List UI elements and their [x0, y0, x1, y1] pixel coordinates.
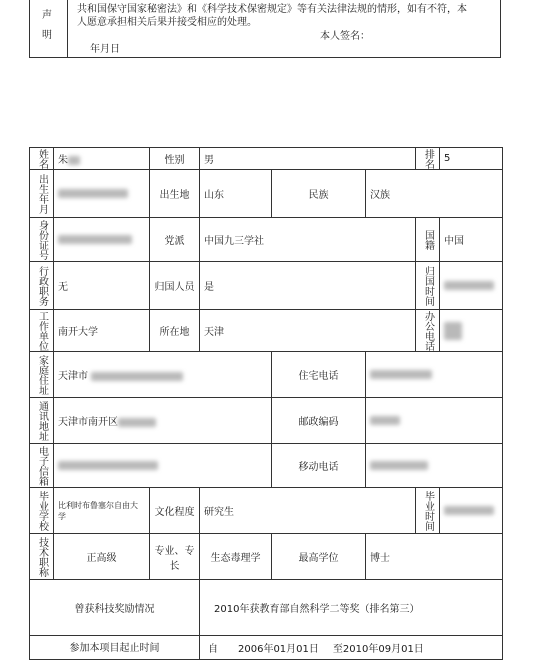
email-label: 电子信箱	[30, 444, 54, 488]
awards-label: 曾获科技奖励情况	[30, 580, 200, 636]
mobile-value	[366, 444, 503, 488]
redacted-mail-address	[118, 418, 156, 427]
period-from: 2006年01月01日	[238, 644, 319, 655]
specialty-value: 生态毒理学	[200, 534, 272, 580]
row-name	[30, 148, 503, 170]
row-id	[30, 218, 503, 262]
party-label: 党派	[150, 218, 200, 262]
office-phone-value	[440, 310, 503, 352]
row-awards	[30, 580, 503, 636]
declaration-label-top: 声	[42, 10, 52, 21]
admin-value: 无	[54, 262, 150, 310]
row-mail-address	[30, 398, 503, 444]
name-label: 姓名	[30, 148, 54, 170]
admin-label: 行政职务	[30, 262, 54, 310]
declaration-label-cell	[30, 0, 68, 57]
signature-label: 本人签名：	[320, 31, 370, 42]
gender-value: 男	[200, 148, 416, 170]
redacted-return-time	[444, 281, 494, 290]
home-addr-value: 天津市	[54, 352, 272, 398]
declaration-line-1: 共和国保守国家秘密法》和《科学技术保密规定》等有关法律法规的情形，如有不符，本	[77, 4, 467, 15]
grad-time-value	[440, 488, 503, 534]
birthplace-value: 山东	[200, 170, 272, 218]
period-from-label: 自	[208, 644, 218, 655]
redacted-office-phone	[444, 322, 462, 340]
email-value	[54, 444, 272, 488]
grad-time-label: 毕业时间	[416, 488, 440, 534]
gender-label: 性别	[150, 148, 200, 170]
row-title	[30, 534, 503, 580]
nationality-value: 中国	[440, 218, 503, 262]
row-period	[30, 636, 503, 660]
education-label: 文化程度	[150, 488, 200, 534]
specialty-label: 专业、专长	[150, 534, 200, 580]
declaration-label-bottom: 明	[42, 30, 52, 41]
declaration-line-2: 人愿意承担相关后果并接受相应的处理。	[77, 17, 257, 28]
degree-label: 最高学位	[272, 534, 366, 580]
location-label: 所在地	[150, 310, 200, 352]
ethnicity-value: 汉族	[366, 170, 503, 218]
title-label: 技术职称	[30, 534, 54, 580]
redacted-grad-time	[444, 506, 494, 515]
postcode-label: 邮政编码	[272, 398, 366, 444]
personal-info-table	[29, 147, 503, 660]
work-unit-label: 工作单位	[30, 310, 54, 352]
birth-value	[54, 170, 150, 218]
rank-label: 排名	[416, 148, 440, 170]
id-value	[54, 218, 150, 262]
home-phone-value	[366, 352, 503, 398]
return-time-value	[440, 262, 503, 310]
rank-value: 5	[440, 148, 503, 170]
period-label: 参加本项目起止时间	[30, 636, 200, 660]
id-label: 身份证号	[30, 218, 54, 262]
ethnicity-label: 民族	[272, 170, 366, 218]
period-to: 至2010年09月01日	[332, 644, 424, 655]
period-value	[200, 636, 503, 660]
nationality-label: 国籍	[416, 218, 440, 262]
returnee-label: 归国人员	[150, 262, 200, 310]
row-admin	[30, 262, 503, 310]
row-birth	[30, 170, 503, 218]
name-value: 朱	[54, 148, 150, 170]
school-value: 比利时布鲁塞尔自由大学	[54, 488, 150, 534]
redacted-birth	[58, 189, 128, 198]
location-value: 天津	[200, 310, 416, 352]
education-value: 研究生	[200, 488, 416, 534]
home-phone-label: 住宅电话	[272, 352, 366, 398]
declaration-box	[29, 0, 501, 58]
redacted-mobile	[370, 461, 428, 470]
mail-addr-label: 通讯地址	[30, 398, 54, 444]
row-work	[30, 310, 503, 352]
party-value: 中国九三学社	[200, 218, 416, 262]
redacted-home-address	[91, 372, 183, 381]
redacted-email	[58, 461, 158, 470]
degree-value: 博士	[366, 534, 503, 580]
school-label: 毕业学校	[30, 488, 54, 534]
birthplace-label: 出生地	[150, 170, 200, 218]
mail-addr-value: 天津市南开区	[54, 398, 272, 444]
postcode-value	[366, 398, 503, 444]
redacted-id	[58, 235, 132, 244]
declaration-date: 年月日	[90, 44, 120, 55]
mobile-label: 移动电话	[272, 444, 366, 488]
row-email	[30, 444, 503, 488]
return-time-label: 归国时间	[416, 262, 440, 310]
home-addr-label: 家庭住址	[30, 352, 54, 398]
title-value: 正高级	[54, 534, 150, 580]
redacted-postcode	[370, 416, 400, 425]
redacted-home-phone	[370, 370, 432, 379]
returnee-value: 是	[200, 262, 416, 310]
work-unit-value: 南开大学	[54, 310, 150, 352]
redacted-name	[68, 156, 80, 165]
birth-label: 出生年月	[30, 170, 54, 218]
awards-value: 2010年获教育部自然科学二等奖（排名第三）	[200, 580, 503, 636]
row-home-address	[30, 352, 503, 398]
row-school	[30, 488, 503, 534]
office-phone-label: 办公电话	[416, 310, 440, 352]
